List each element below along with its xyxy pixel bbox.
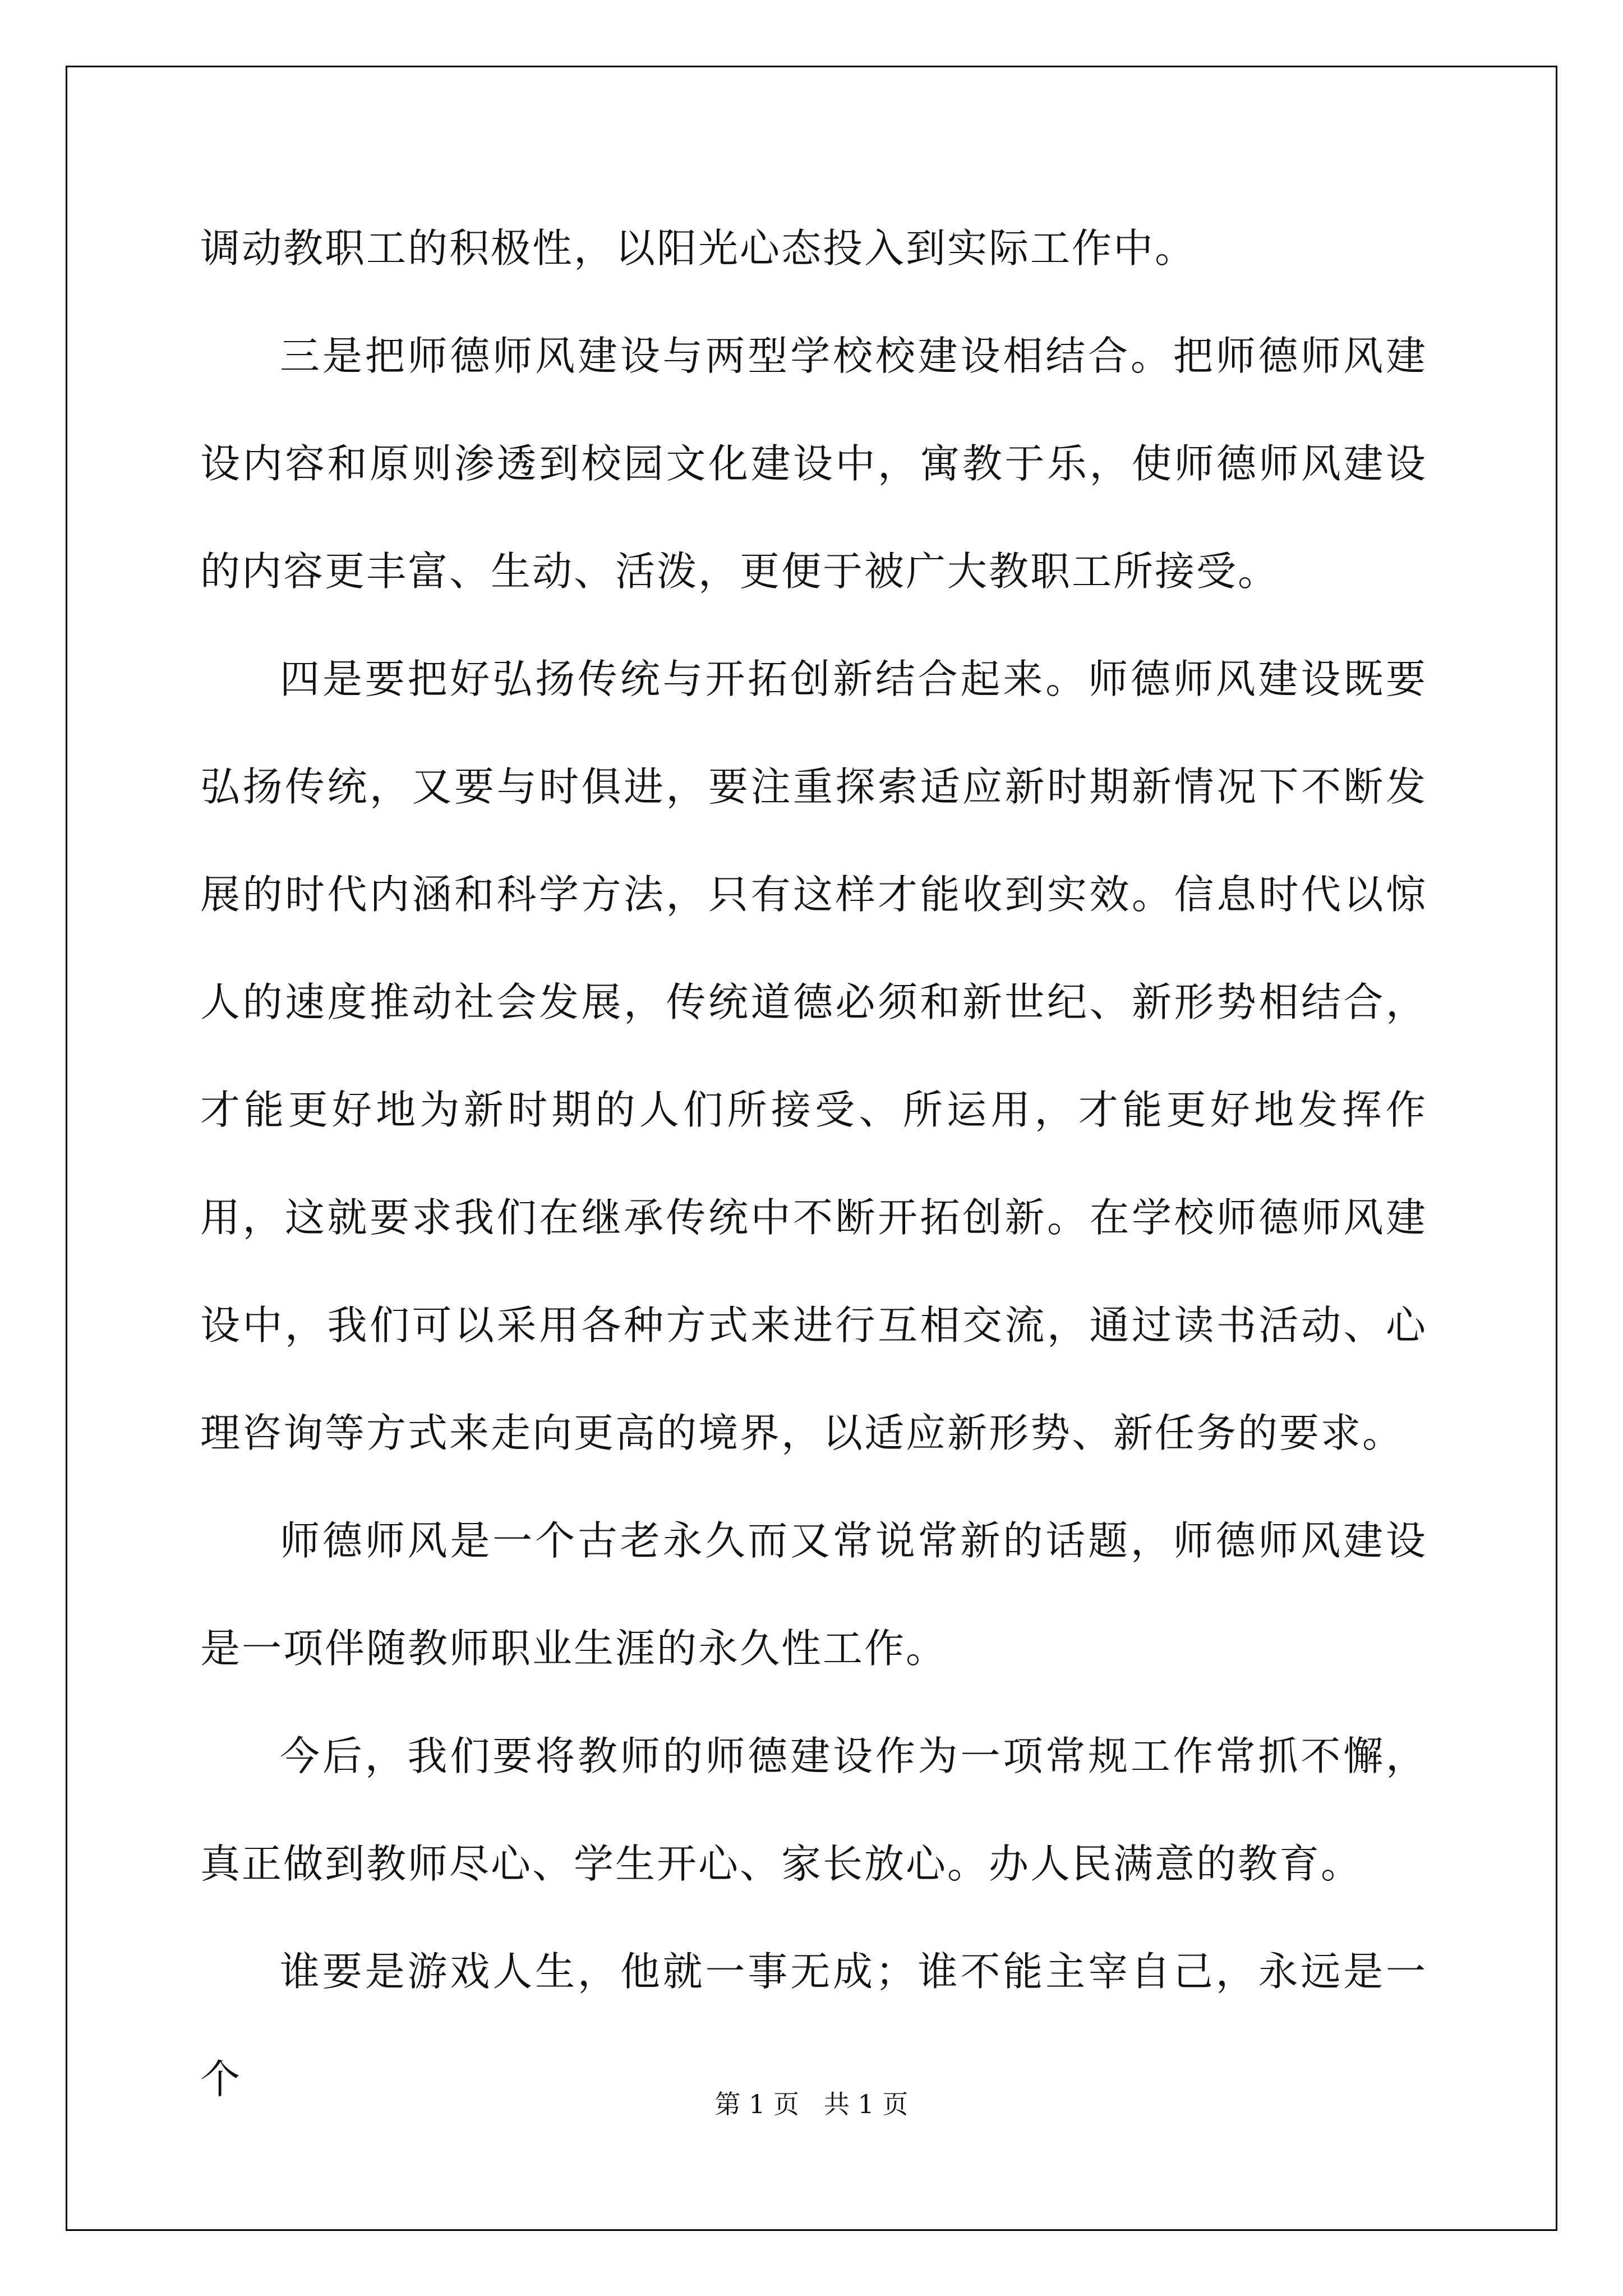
paragraph-2: 三是把师德师风建设与两型学校校建设相结合。把师德师风建设内容和原则渗透到校园文化建设中，寓教于乐，使师德师风建设的内容更丰富、生动、活泼，更便于被广大教职工所接受。: [200, 333, 1427, 595]
document-body: [200, 195, 1427, 2133]
paragraph-5: 今后，我们要将教师的师德建设作为一项常规工作常抓不懈，真正做到教师尽心、学生开心、家长放心。办人民满意的教育。: [200, 1733, 1427, 1887]
page-number-footer: 第 1 页 共 1 页: [714, 2089, 909, 2119]
paragraph-3: 四是要把好弘扬传统与开拓创新结合起来。师德师风建设既要弘扬传统，又要与时俱进，要注重探索适应新时期新情况下不断发展的时代内涵和科学方法，只有这样才能收到实效。信息时代以惊人的速度推动社会发展，传统道德必须和新世纪、新形势相结合，才能更好地为新时期的人们所接受、所运用，才能更好地发挥作用，这就要求我们在继承传统中不断开拓创新。在学校师德师风建设中，我们可以采用各种方式来进行互相交流，通过读书活动、心理咨询等方式来走向更高的境界，以适应新形势、新任务的要求。: [200, 656, 1427, 1456]
paragraph-4: 师德师风是一个古老永久而又常说常新的话题，师德师风建设是一项伴随教师职业生涯的永久性工作。: [200, 1517, 1427, 1672]
paragraph-1: 调动教职工的积极性，以阳光心态投入到实际工作中。: [200, 225, 1197, 272]
paragraph-6: 谁要是游戏人生，他就一事无成；谁不能主宰自己，永远是一个: [200, 1948, 1427, 2102]
